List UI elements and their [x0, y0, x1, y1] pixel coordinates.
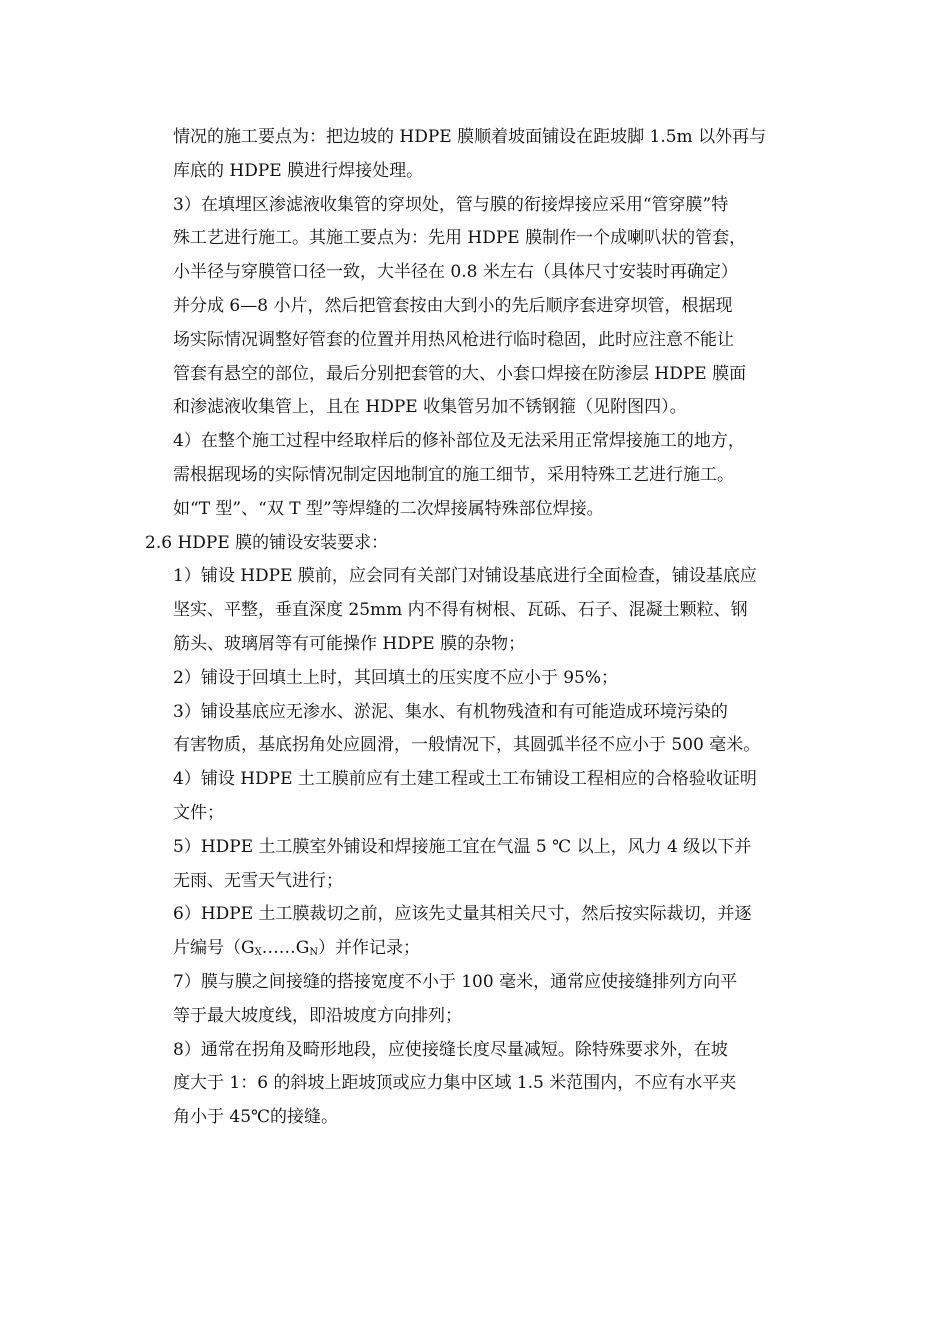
body-line: 6）HDPE 土工膜裁切之前，应该先丈量其相关尺寸，然后按实际裁切，并逐: [173, 904, 752, 925]
body-line-with-subscripts: [145, 932, 825, 966]
subscript-n: N: [309, 947, 319, 959]
body-line: 坚实、平整，垂直深度 25mm 内不得有树根、瓦砾、石子、混凝土颗粒、钢: [173, 600, 748, 621]
body-line: 5）HDPE 土工膜室外铺设和焊接施工宜在气温 5 ℃ 以上，风力 4 级以下并: [173, 836, 752, 857]
body-line: 2）铺设于回填土上时，其回填土的压实度不应小于 95%；: [173, 667, 619, 688]
body-line: 如“T 型”、“双 T 型”等焊缝的二次焊接属特殊部位焊接。: [173, 498, 604, 519]
body-line: 7）膜与膜之间接缝的搭接宽度不小于 100 毫米，通常应使接缝排列方向平: [173, 971, 738, 992]
body-line: 等于最大坡度线，即沿坡度方向排列；: [173, 1005, 462, 1026]
document-body: [145, 121, 825, 1135]
body-line: 有害物质，基底拐角处应圆滑，一般情况下，其圆弧半径不应小于 500 毫米。: [173, 735, 761, 756]
text-segment: 片编号（G: [173, 938, 255, 959]
body-line: 情况的施工要点为：把边坡的 HDPE 膜顺着坡面铺设在距坡脚 1.5m 以外再与: [173, 127, 767, 147]
body-line: 需根据现场的实际情况制定因地制宜的施工细节，采用特殊工艺进行施工。: [173, 464, 734, 485]
body-line: 和渗滤液收集管上，且在 HDPE 收集管另加不锈钢箍（见附图四）。: [173, 397, 687, 418]
body-line: 管套有悬空的部位，最后分别把套管的大、小套口焊接在防渗层 HDPE 膜面: [173, 363, 747, 384]
text-segment: ）并作记录；: [318, 938, 421, 959]
body-line: 并分成 6—8 小片，然后把管套按由大到小的先后顺序套进穿坝管，根据现: [173, 295, 733, 316]
body-line: 度大于 1：6 的斜坡上距坡顶或应力集中区域 1.5 米范围内，不应有水平夹: [173, 1073, 737, 1094]
body-line: 8）通常在拐角及畸形地段，应使接缝长度尽量减短。除特殊要求外，在坡: [173, 1039, 728, 1060]
body-line: 库底的 HDPE 膜进行焊接处理。: [173, 160, 424, 181]
body-line: 场实际情况调整好管套的位置并用热风枪进行临时稳固，此时应注意不能让: [173, 329, 734, 350]
body-line: 殊工艺进行施工。其施工要点为：先用 HDPE 膜制作一个成喇叭状的管套，: [173, 228, 747, 249]
body-line: 1）铺设 HDPE 膜前，应会同有关部门对铺设基底进行全面检查，铺设基底应: [173, 566, 757, 587]
body-line: 4）在整个施工过程中经取样后的修补部位及无法采用正常焊接施工的地方，: [173, 431, 745, 452]
subscript-x: X: [254, 947, 262, 959]
body-line: 3）在填埋区渗滤液收集管的穿坝处，管与膜的衔接焊接应采用“管穿膜”特: [173, 194, 729, 215]
body-line: 无雨、无雪天气进行；: [173, 870, 343, 891]
section-heading: 2.6 HDPE 膜的铺设安装要求：: [145, 532, 389, 553]
body-line: 文件；: [173, 802, 224, 823]
body-line: 3）铺设基底应无渗水、淤泥、集水、有机物残渣和有可能造成环境污染的: [173, 701, 728, 722]
body-line: 4）铺设 HDPE 土工膜前应有土建工程或土工布铺设工程相应的合格验收证明: [173, 769, 757, 790]
body-line: 筋头、玻璃屑等有可能操作 HDPE 膜的杂物；: [173, 633, 526, 654]
body-line: 小半径与穿膜管口径一致，大半径在 0.8 米左右（具体尺寸安装时再确定）: [173, 262, 738, 283]
text-segment: ……G: [261, 938, 310, 959]
body-line: 角小于 45℃的接缝。: [173, 1107, 339, 1128]
